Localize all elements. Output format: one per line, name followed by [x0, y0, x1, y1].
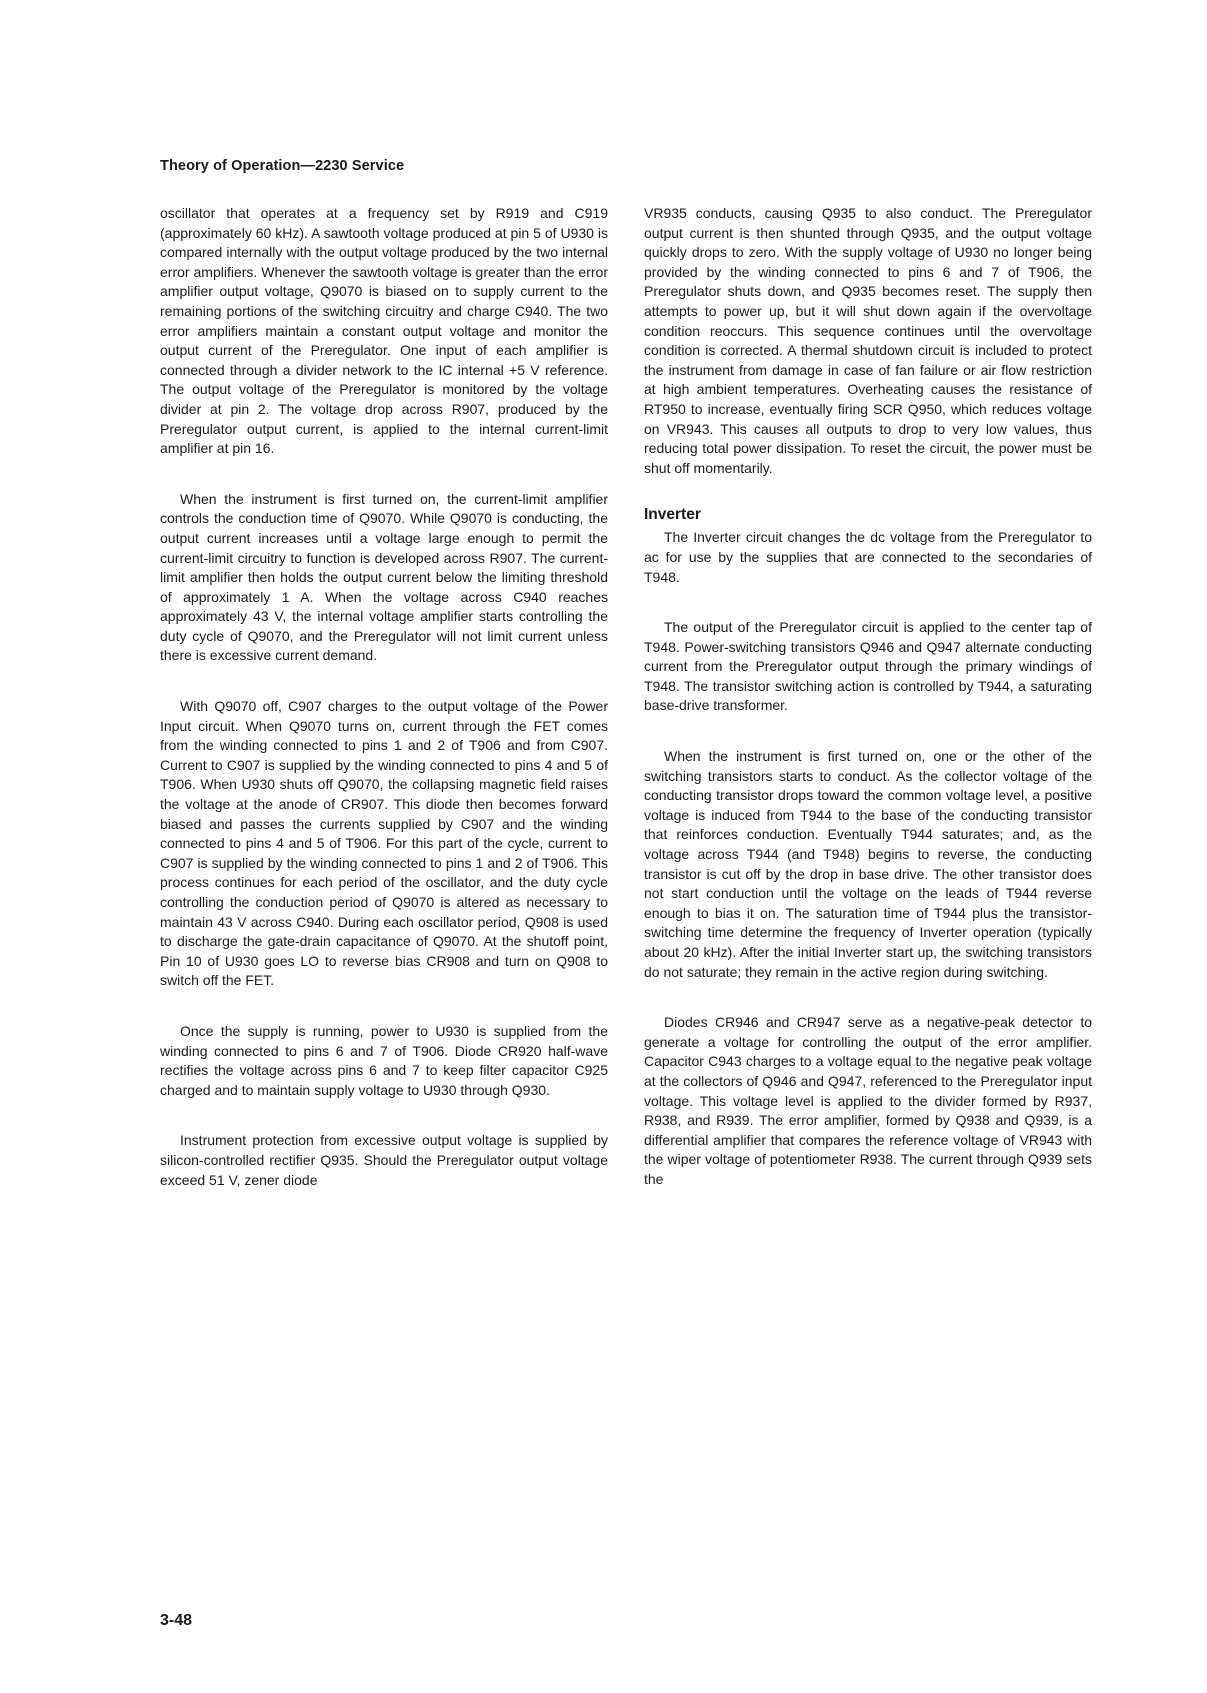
paragraph: The Inverter circuit changes the dc voltage from the Preregulator to ac for use by the supplies that are connected to the secondaries of T948.: [644, 529, 1092, 585]
left-column: [160, 204, 608, 1190]
paragraph: When the instrument is first turned on, the current-limit amplifier controls the conduction time of Q9070. While Q9070 is conducting, the output current increases until a voltage large enough to permit the current-limit circuitry to function is developed across R907. The current-limit amplifier then holds the output current below the limiting threshold of approximately 1 A. When the voltage across C940 reaches approximately 43 V, the internal voltage amplifier starts controlling the duty cycle of Q9070, and the Preregulator will not limit current unless there is excessive current demand.: [160, 490, 608, 664]
paragraph: VR935 conducts, causing Q935 to also conduct. The Preregulator output current is then shunted through Q935, and the output voltage quickly drops to zero. With the supply voltage of U930 no longer being provided by the winding connected to pins 6 and 7 of T906, the Preregulator shuts down, and Q935 becomes reset. The supply then attempts to power up, but it will shut down again if the overvoltage condition reoccurs. This sequence continues until the overvoltage condition is corrected. A thermal shutdown circuit is included to protect the instrument from damage in case of fan failure or air flow restriction at high ambient temperatures. Overheating causes the resistance of RT950 to increase, eventually firing SCR Q950, which reduces voltage on VR943. This causes all outputs to drop to very low values, thus reducing total power dissipation. To reset the circuit, the power must be shut off momentarily.: [644, 205, 1092, 476]
paragraph: The output of the Preregulator circuit is applied to the center tap of T948. Power-switching transistors Q946 and Q947 alternate conducting current from the Preregulator output through the primary windings of T948. The transistor switching action is controlled by T944, a saturating base-drive transformer.: [644, 619, 1092, 714]
running-header: Theory of Operation—2230 Service: [160, 158, 405, 174]
right-column: [644, 204, 1092, 1190]
paragraph: Diodes CR946 and CR947 serve as a negative-peak detector to generate a voltage for controlling the output of the error amplifier. Capacitor C943 charges to a voltage equal to the negative peak voltage at the collectors of Q946 and Q947, referenced to the Preregulator input voltage. This voltage level is applied to the divider formed by R937, R938, and R939. The error amplifier, formed by Q938 and Q939, is a differential amplifier that compares the reference voltage of VR943 with the wiper voltage of potentiometer R938. The current through Q939 sets the: [644, 1014, 1092, 1187]
paragraph: Once the supply is running, power to U930 is supplied from the winding connected to pins 6 and 7 of T906. Diode CR920 half-wave rectifies the voltage across pins 6 and 7 to keep filter capacitor C925 charged and to maintain supply voltage to U930 through Q930.: [160, 1022, 608, 1098]
paragraph: Instrument protection from excessive output voltage is supplied by silicon-controlled rectifier Q935. Should the Preregulator output voltage exceed 51 V, zener diode: [160, 1132, 608, 1188]
paragraph: With Q9070 off, C907 charges to the output voltage of the Power Input circuit. When Q9070 turns on, current through the FET comes from the winding connected to pins 1 and 2 of T906 and from C907. Current to C907 is supplied by the winding connected to pins 4 and 5 of T906. When U930 shuts off Q9070, the collapsing magnetic field raises the voltage at the anode of CR907. This diode then becomes forward biased and passes the currents supplied by C907 and the winding connected to pins 4 and 5 of T906. For this part of the cycle, current to C907 is supplied by the winding connected to pins 1 and 2 of T906. This process continues for each period of the oscillator, and the duty cycle controlling the conduction period of Q9070 is altered as necessary to maintain 43 V across C940. During each oscillator period, Q908 is used to discharge the gate-drain capacitance of Q9070. At the shutoff point, Pin 10 of U930 goes LO to reverse bias CR908 and turn on Q908 to switch off the FET.: [160, 698, 608, 989]
section-heading: Inverter: [644, 506, 701, 524]
paragraph: When the instrument is first turned on, one or the other of the switching transistors starts to conduct. As the collector voltage of the conducting transistor drops toward the common voltage level, a positive voltage is induced from T944 to the base of the conducting transistor that reinforces conduction. Eventually T944 saturates; and, as the voltage across T944 (and T948) begins to reverse, the conducting transistor is cut off by the drop in base drive. The other transistor does not start conduction until the voltage on the leads of T944 reverse enough to bias it on. The saturation time of T944 plus the transistor-switching time determine the frequency of Inverter operation (typically about 20 kHz). After the initial Inverter start up, the switching transistors do not saturate; they remain in the active region during switching.: [644, 748, 1092, 980]
paragraph: oscillator that operates at a frequency set by R919 and C919 (approximately 60 kHz). A sawtooth voltage produced at pin 5 of U930 is compared internally with the output voltage produced by the two internal error amplifiers. Whenever the sawtooth voltage is greater than the error amplifier output voltage, Q9070 is biased on to supply current to the remaining portions of the switching circuitry and charge C940. The two error amplifiers maintain a constant output voltage and monitor the output current of the Preregulator. One input of each amplifier is connected through a divider network to the IC internal +5 V reference. The output voltage of the Preregulator is monitored by the voltage divider at pin 2. The voltage drop across R907, produced by the Preregulator output current, is applied to the internal current-limit amplifier at pin 16.: [160, 205, 608, 457]
page-number: 3-48: [160, 1612, 193, 1629]
